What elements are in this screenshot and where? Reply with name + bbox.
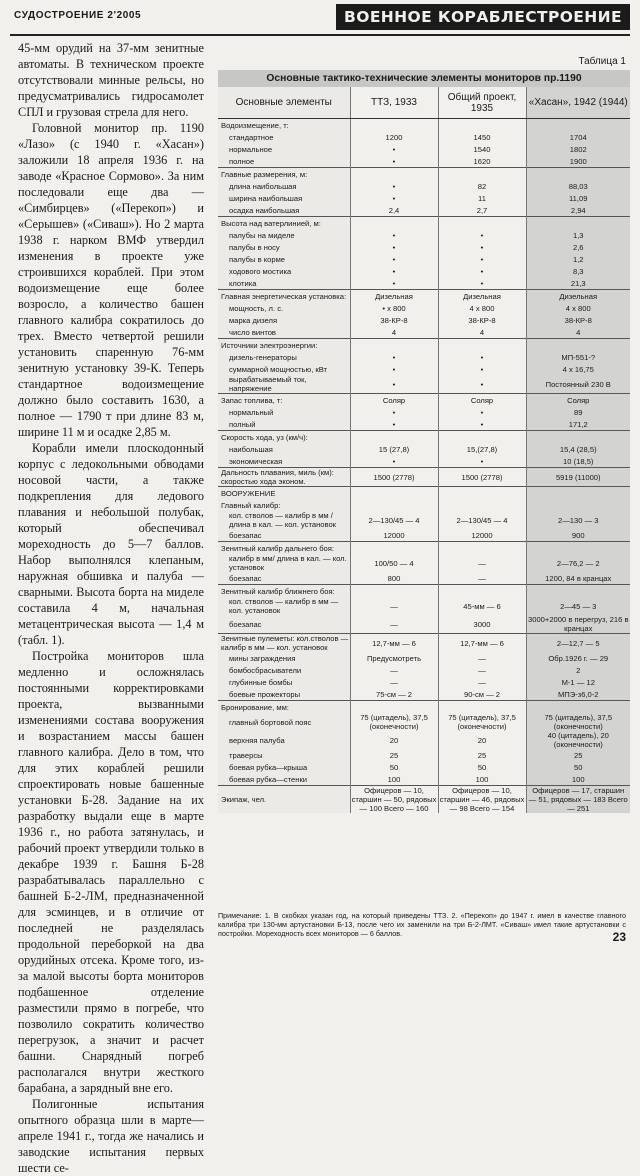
row-label: суммарной мощностью, кВт (218, 363, 350, 375)
table-cell: • (350, 155, 438, 168)
row-label: Скорость хода, уз (км/ч): (218, 431, 350, 444)
table-cell (438, 585, 526, 598)
table-cell: 20 (350, 731, 438, 749)
table-cell: 15,(27,8) (438, 443, 526, 455)
row-label: стандартное (218, 131, 350, 143)
table-cell (438, 701, 526, 714)
row-label: Дальность плавания, миль (км): скоростью хода эконом. (218, 468, 350, 487)
table-row (218, 155, 630, 168)
table-row (218, 241, 630, 253)
table-cell: 4 x 800 (438, 302, 526, 314)
table-cell: • (350, 375, 438, 394)
table-cell: 2 (526, 664, 630, 676)
row-label: боезапас (218, 615, 350, 634)
table-cell: 50 (438, 761, 526, 773)
table-cell: • (350, 455, 438, 468)
article-paragraph: Головной монитор пр. 1190 «Лазо» (с 1940 г. «Хасан») заложили 18 апреля 1936 г. на заводе «Красное Сормово». За ним последовали еще два — «Симбирцев» («Перекоп») и «Серышев» («Сиваш»). Но 2 марта 1938 г. нарком ВМФ утвердил изменения в проекте уже строившихся кораблей. При этом водоизмещение еще более возросло, а количество башен главного калибра сократилось до трех. Вместо четвертой решили установить спаренную 76-мм зенитную установку 39-К. Теперь стандартное водоизмещение должно было составить 1630, а полное — 1790 т при длине 83 м, ширине 11 м и осадке 2,85 м. (18, 121, 204, 439)
table-cell: — (350, 664, 438, 676)
table-cell: 100/50 — 4 (350, 554, 438, 572)
table-cell (350, 339, 438, 352)
row-label: ходового мостика (218, 265, 350, 277)
row-label: палубы на миделе (218, 229, 350, 241)
table-row (218, 406, 630, 418)
table-cell: МПЭ-з6,0-2 (526, 688, 630, 701)
table-row (218, 761, 630, 773)
table-row (218, 554, 630, 572)
table-cell (526, 119, 630, 132)
table-row (218, 394, 630, 407)
row-label: Главная энергетическая установка: (218, 290, 350, 303)
table-cell: • (350, 143, 438, 155)
table-cell (350, 168, 438, 181)
row-label: палубы в корме (218, 253, 350, 265)
table-body (218, 119, 630, 814)
table-cell: 12,7-мм — 6 (438, 634, 526, 653)
table-cell: 1802 (526, 143, 630, 155)
table-cell: • (438, 277, 526, 290)
table-cell: 25 (438, 749, 526, 761)
table-cell: 2,94 (526, 204, 630, 217)
row-label: ВООРУЖЕНИЕ (218, 487, 350, 500)
table-cell (526, 339, 630, 352)
table-cell: • (438, 406, 526, 418)
table-cell: — (350, 676, 438, 688)
table-row (218, 572, 630, 585)
table-cell (526, 168, 630, 181)
table-cell: Обр.1926 г. — 29 (526, 652, 630, 664)
table-cell: 88,03 (526, 180, 630, 192)
table-row (218, 652, 630, 664)
table-cell: Дизельная (438, 290, 526, 303)
table-row (218, 265, 630, 277)
table-row (218, 351, 630, 363)
row-label: вырабатываемый ток, напряжение (218, 375, 350, 394)
table-cell: • (438, 363, 526, 375)
table-cell: — (438, 554, 526, 572)
table-row (218, 585, 630, 598)
table-row (218, 290, 630, 303)
table-cell (350, 119, 438, 132)
table-cell: М-1 — 12 (526, 676, 630, 688)
row-label: полный (218, 418, 350, 431)
table-cell: 1900 (526, 155, 630, 168)
table-row (218, 418, 630, 431)
table-cell: • (350, 351, 438, 363)
table-row (218, 676, 630, 688)
journal-title: СУДОСТРОЕНИЕ 2'2005 (14, 10, 142, 21)
table-cell (526, 701, 630, 714)
table-cell: • (350, 277, 438, 290)
table-cell (350, 487, 438, 500)
row-label: кол. стволов — калибр в мм — кол. установок (218, 597, 350, 615)
table-cell: — (438, 572, 526, 585)
table-row (218, 511, 630, 529)
table-cell: 15,4 (28,5) (526, 443, 630, 455)
table-cell: Дизельная (526, 290, 630, 303)
row-label: Запас топлива, т: (218, 394, 350, 407)
table-cell: 25 (526, 749, 630, 761)
table-cell: 2,4 (350, 204, 438, 217)
table-cell: 38-КР-8 (438, 314, 526, 326)
table-row (218, 375, 630, 394)
article-text (18, 40, 204, 1175)
table-cell: 100 (350, 773, 438, 786)
table-row (218, 229, 630, 241)
table-row (218, 597, 630, 615)
table-cell (526, 585, 630, 598)
table-cell (350, 585, 438, 598)
table-row (218, 749, 630, 761)
table-row (218, 143, 630, 155)
table-number: Таблица 1 (578, 56, 626, 67)
table-cell: 1200, 84 в кранцах (526, 572, 630, 585)
table-cell: • (438, 455, 526, 468)
table-cell: 75 (цитадель), 37,5 (оконечности) (526, 713, 630, 731)
table-cell: 12000 (350, 529, 438, 542)
table-cell: 89 (526, 406, 630, 418)
table-row (218, 634, 630, 653)
table-cell: 50 (526, 761, 630, 773)
table-cell: • (438, 418, 526, 431)
article-paragraph: Постройка мониторов шла медленно и осложнялась постоянными корректировками проекта, вызванными изменениями состава вооружения и возрастанием массы башен главного калибра. Дело в том, что для этих кораблей решили спроектировать новые башенные установки Б-28. Задание на их разработку выдали еще в марте 1936 г., но работа затянулась, и рабочий проект утвердили только в декабре 1939 г. Башня Б-28 разрабатывалась параллельно с башней Б-2-ЛМ, предназначенной для эсминцев, и в отличие от последней не разделялась продольной переборкой на два орудийных отсека. Кроме того, из-за малой высоты борта мониторов подбашенное отделение разместили прямо в погребе, что позволило сократить количество перегрузок, а значит и расчет башни. Снарядный погреб располагался внутри жесткого барабана, а зарядный вне его. (18, 649, 204, 1095)
table-cell: • (350, 241, 438, 253)
table-header-row (218, 87, 630, 119)
table-cell: • (438, 351, 526, 363)
table-cell: 10 (18,5) (526, 455, 630, 468)
table-row (218, 431, 630, 444)
table-cell: 3000+2000 в перегруз, 216 в кранцах (528, 615, 629, 633)
row-label: боевые прожекторы (218, 688, 350, 701)
table-cell: 75-см — 2 (350, 688, 438, 701)
table-cell: 12,7-мм — 6 (350, 634, 438, 653)
table-cell: 4 (438, 326, 526, 339)
row-label: Экипаж, чел. (218, 786, 350, 814)
table-cell: Офицеров — 10, старшин — 50, рядовых — 100 Всего — 160 (351, 786, 437, 813)
table-row (218, 786, 630, 814)
table-cell (438, 339, 526, 352)
table-row (218, 615, 630, 634)
row-label: осадка наибольшая (218, 204, 350, 217)
table-row (218, 192, 630, 204)
row-label: главный бортовой пояс (218, 713, 350, 731)
table-cell (438, 119, 526, 132)
specs-table (218, 87, 630, 813)
row-label: Главные размерения, м: (218, 168, 350, 181)
table-cell: — (438, 676, 526, 688)
table-cell: 1500 (2778) (438, 468, 526, 487)
table-cell (438, 499, 526, 511)
table-cell: 75 (цитадель), 37,5 (оконечности) (350, 713, 438, 731)
table-cell: 1620 (438, 155, 526, 168)
article-paragraph: Корабли имели плоскодонный корпус с ледокольными обводами носовой части, а также подкрепления для ледового плавания и небольшой полубак, который обеспечивал мореходность до 5—7 баллов. Набор выполнялся клепаным, наружная обшивка и палуба — сварными. Высота борта на миделе составила 4 м, начальная метацентрическая высота — 1,4 м (табл. 1). (18, 441, 204, 647)
table-cell: 4 (526, 326, 630, 339)
row-label: Водоизмещение, т: (218, 119, 350, 132)
table-cell (526, 499, 630, 511)
table-cell: 8,3 (526, 265, 630, 277)
table-cell: Дизельная (350, 290, 438, 303)
table-cell: • (350, 180, 438, 192)
table-row (218, 773, 630, 786)
table-cell: 45-мм — 6 (438, 597, 526, 615)
column-header: Общий проект, 1935 (438, 87, 526, 119)
table-cell: — (438, 652, 526, 664)
table-cell: • (438, 253, 526, 265)
table-cell: 11 (438, 192, 526, 204)
table-cell: 50 (350, 761, 438, 773)
table-cell: 2—12,7 — 5 (526, 634, 630, 653)
table-cell: 3000 (438, 615, 526, 634)
table-cell: Предусмотреть (350, 652, 438, 664)
row-label: боевая рубка—стенки (218, 773, 350, 786)
table-cell: 100 (438, 773, 526, 786)
row-label: длина наибольшая (218, 180, 350, 192)
table-cell: 100 (526, 773, 630, 786)
row-label: мины заграждения (218, 652, 350, 664)
table-cell: 4 x 16,75 (526, 363, 630, 375)
table-cell: 171,2 (526, 418, 630, 431)
table-cell: 82 (438, 180, 526, 192)
table-row (218, 253, 630, 265)
table-cell: 38-КР-8 (350, 314, 438, 326)
row-label: нормальное (218, 143, 350, 155)
column-header: Основные элементы (218, 87, 350, 119)
table-cell: 1704 (526, 131, 630, 143)
table-cell: 40 (цитадель), 20 (оконечности) (526, 731, 630, 749)
table-row (218, 363, 630, 375)
table-cell (350, 542, 438, 555)
table-cell: 4 (350, 326, 438, 339)
table-row (218, 499, 630, 511)
row-label: бомбосбрасыватели (218, 664, 350, 676)
table-cell (526, 542, 630, 555)
table-cell (438, 431, 526, 444)
table-cell: 1,3 (526, 229, 630, 241)
row-label: ширина наибольшая (218, 192, 350, 204)
table-cell: МП-551-? (526, 351, 630, 363)
table-row (218, 542, 630, 555)
table-cell: 21,3 (526, 277, 630, 290)
table-cell: • (350, 253, 438, 265)
table-footnote: Примечание: 1. В скобках указан год, на который приведены ТТЗ. 2. «Перекоп» до 1947 г. имел в качестве главного калибра три 130-мм артустановки Б-13, после чего их заменили на три Б-2-ЛМТ. «Сиваш» имел такие артустановки с постройки. Мореходность всех мониторов — 6 баллов. (218, 911, 626, 938)
table-cell: 1500 (2778) (350, 468, 438, 487)
specs-table-block (218, 56, 630, 918)
table-cell (438, 487, 526, 500)
row-label: Главный калибр: (218, 499, 350, 511)
row-label: наибольшая (218, 443, 350, 455)
table-cell: 75 (цитадель), 37,5 (оконечности) (438, 713, 526, 731)
row-label: кол. стволов — калибр в мм / длина в кал. — кол. установок (218, 511, 350, 529)
table-row (218, 339, 630, 352)
table-title: Основные тактико-технические элементы мониторов пр.1190 (218, 70, 630, 87)
table-cell: • x 800 (350, 302, 438, 314)
row-label: глубинные бомбы (218, 676, 350, 688)
row-label: Источники электроэнергии: (218, 339, 350, 352)
table-cell (438, 217, 526, 230)
table-cell: 2,7 (438, 204, 526, 217)
table-cell (526, 217, 630, 230)
row-label: верхняя палуба (218, 731, 350, 749)
table-row (218, 131, 630, 143)
table-row (218, 487, 630, 500)
table-row (218, 688, 630, 701)
table-cell (350, 431, 438, 444)
row-label: боевая рубка—крыша (218, 761, 350, 773)
column-header: ТТЗ, 1933 (350, 87, 438, 119)
row-label: боезапас (218, 572, 350, 585)
table-cell: Офицеров — 10, старшин — 46, рядовых — 98 Всего — 154 (439, 786, 525, 813)
table-row (218, 277, 630, 290)
table-cell: 25 (350, 749, 438, 761)
table-row (218, 217, 630, 230)
table-cell: • (438, 241, 526, 253)
table-cell: 5919 (11000) (526, 468, 630, 487)
row-label: палубы в носу (218, 241, 350, 253)
table-cell: 2,6 (526, 241, 630, 253)
table-cell: • (350, 418, 438, 431)
table-row (218, 314, 630, 326)
table-cell: • (350, 192, 438, 204)
table-row (218, 168, 630, 181)
table-cell: • (350, 406, 438, 418)
table-row (218, 326, 630, 339)
table-cell: • (350, 229, 438, 241)
section-title: ВОЕННОЕ КОРАБЛЕСТРОЕНИЕ (336, 4, 630, 30)
row-label: марка дизеля (218, 314, 350, 326)
table-cell: 2—130/45 — 4 (438, 511, 526, 529)
table-row (218, 713, 630, 731)
table-cell: Постоянный 230 В (526, 375, 630, 394)
table-row (218, 468, 630, 487)
header-rule (10, 34, 630, 36)
table-cell: 900 (526, 529, 630, 542)
page-header (0, 4, 640, 40)
table-cell: 2—76,2 — 2 (526, 554, 630, 572)
table-cell (350, 217, 438, 230)
table-cell: 15 (27,8) (350, 443, 438, 455)
row-label: Зенитные пулеметы: кол.стволов — калибр в мм — кол. установок (218, 634, 350, 653)
table-cell: • (438, 265, 526, 277)
table-row (218, 701, 630, 714)
table-row (218, 664, 630, 676)
table-cell: — (438, 664, 526, 676)
table-cell: • (438, 375, 526, 394)
table-cell: Соляр (350, 394, 438, 407)
article-paragraph: 45-мм орудий на 37-мм зенитные автоматы. В техническом проекте отсутствовали минные рельсы, но предусматривались гидросамолет СПЛ и грузовая стрела для него. (18, 41, 204, 119)
table-cell (350, 701, 438, 714)
table-cell: Соляр (438, 394, 526, 407)
table-cell (350, 499, 438, 511)
table-row (218, 204, 630, 217)
table-cell: 800 (350, 572, 438, 585)
row-label: нормальный (218, 406, 350, 418)
table-row (218, 302, 630, 314)
table-cell: 90-см — 2 (438, 688, 526, 701)
row-label: Зенитный калибр дальнего боя: (218, 542, 350, 555)
table-cell: Офицеров — 17, старшин — 51, рядовых — 183 Всего — 251 (526, 786, 630, 814)
table-row (218, 180, 630, 192)
table-row (218, 731, 630, 749)
table-cell: 38-КР-8 (526, 314, 630, 326)
table-cell: 20 (438, 731, 526, 749)
table-cell: — (350, 597, 438, 615)
table-cell: 2—45 — 3 (526, 597, 630, 615)
table-row (218, 119, 630, 132)
row-label: полное (218, 155, 350, 168)
row-label: число винтов (218, 326, 350, 339)
row-label: траверсы (218, 749, 350, 761)
table-row (218, 455, 630, 468)
row-label: Бронирование, мм: (218, 701, 350, 714)
row-label: клотика (218, 277, 350, 290)
table-cell: 1540 (438, 143, 526, 155)
column-header: «Хасан», 1942 (1944) (526, 87, 630, 119)
row-label: боезапас (218, 529, 350, 542)
row-label: Зенитный калибр ближнего боя: (218, 585, 350, 598)
table-cell (438, 168, 526, 181)
table-row (218, 443, 630, 455)
table-cell: • (438, 229, 526, 241)
page-number: 23 (612, 930, 626, 944)
table-cell: 2—130 — 3 (526, 511, 630, 529)
table-cell: • (350, 363, 438, 375)
row-label: экономическая (218, 455, 350, 468)
table-cell: 1200 (350, 131, 438, 143)
table-cell (526, 431, 630, 444)
table-cell: 2—130/45 — 4 (350, 511, 438, 529)
table-cell: 1,2 (526, 253, 630, 265)
row-label: Высота над ватерлинией, м: (218, 217, 350, 230)
table-row (218, 529, 630, 542)
table-cell: 1450 (438, 131, 526, 143)
table-cell: 4 x 800 (526, 302, 630, 314)
table-cell: 11,09 (526, 192, 630, 204)
row-label: калибр в мм/ длина в кал. — кол. установок (218, 554, 350, 572)
table-cell: 12000 (438, 529, 526, 542)
article-paragraph: Полигонные испытания опытного образца шли в марте—апреле 1941 г., тогда же начались и заводские испытания первых шести се- (18, 1097, 204, 1175)
table-cell: — (350, 615, 438, 634)
table-cell: • (350, 265, 438, 277)
table-cell (438, 542, 526, 555)
table-cell (526, 487, 630, 500)
row-label: мощность, л. с. (218, 302, 350, 314)
table-cell: Соляр (526, 394, 630, 407)
row-label: дизель-генераторы (218, 351, 350, 363)
